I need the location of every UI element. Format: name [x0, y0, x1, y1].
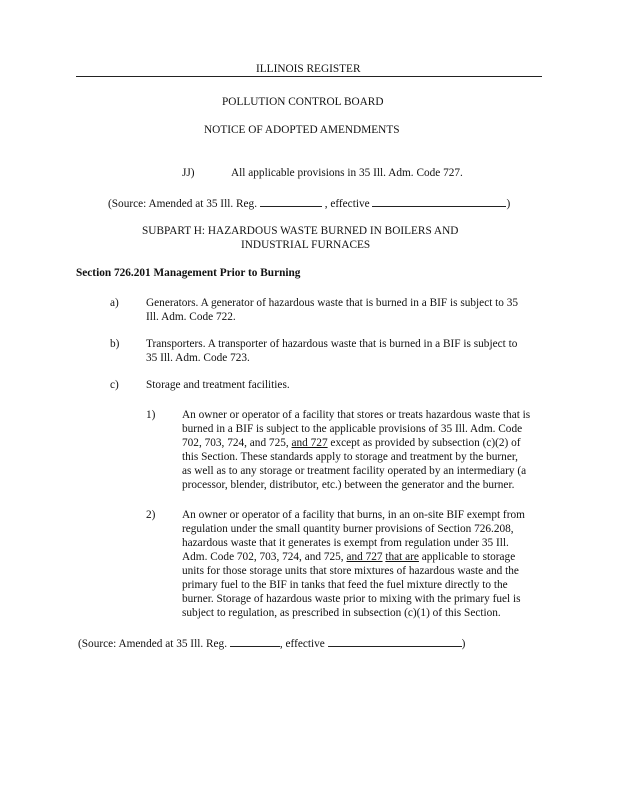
item-jj-label: JJ)	[182, 167, 195, 179]
subpart-line1: SUBPART H: HAZARDOUS WASTE BURNED IN BOILERS AND	[142, 225, 459, 237]
sub1-inserted-727: and 727	[291, 437, 328, 449]
sub2-line1: An owner or operator of a facility that burns, in an on-site BIF exempt from	[182, 509, 525, 521]
section-heading: Section 726.201 Management Prior to Burning	[76, 267, 301, 279]
source-top-effective: , effective	[324, 198, 370, 210]
sub1-line5: as well as to any storage or treatment facility operated by an intermediary (a	[182, 465, 527, 477]
sub1-line1: An owner or operator of a facility that stores or treats hazardous waste that is	[182, 409, 531, 421]
item-a-line1: Generators. A generator of hazardous waste that is burned in a BIF is subject to 35	[146, 297, 519, 309]
item-b-line2: 35 Ill. Adm. Code 723.	[146, 352, 250, 364]
item-c-line1: Storage and treatment facilities.	[146, 379, 290, 391]
item-b-label: b)	[110, 338, 120, 350]
board-title: POLLUTION CONTROL BOARD	[222, 96, 384, 108]
item-c-label: c)	[110, 379, 119, 391]
effective-blank-bottom	[328, 636, 462, 647]
sub2-line3: hazardous waste that it generates is exempt from regulation under 35 Ill.	[182, 537, 509, 549]
register-title: ILLINOIS REGISTER	[256, 63, 361, 75]
sub2-line4	[182, 550, 515, 565]
sub2-line8: subject to regulation, as prescribed in subsection (c)(1) of this Section.	[182, 607, 501, 619]
sub2-line4-a: Adm. Code 702, 703, 724, and 725,	[182, 551, 347, 563]
effective-blank	[372, 196, 506, 207]
sub2-inserted-that-are: that are	[385, 551, 419, 563]
item-b-line1: Transporters. A transporter of hazardous waste that is burned in a BIF is subject to	[146, 338, 518, 350]
sub2-line6: primary fuel to the BIF in tanks that feed the fuel mixture directly to the	[182, 579, 508, 591]
sub2-label: 2)	[146, 509, 156, 521]
notice-title: NOTICE OF ADOPTED AMENDMENTS	[204, 124, 400, 136]
sub1-line3	[182, 436, 521, 451]
source-bottom-effective: , effective	[279, 638, 325, 650]
sub1-line2: burned in a BIF is subject to the applicable provisions of 35 Ill. Adm. Code	[182, 423, 523, 435]
item-a-line2: Ill. Adm. Code 722.	[146, 311, 236, 323]
source-top-close: )	[506, 198, 511, 210]
source-bottom	[78, 636, 465, 652]
subpart-line2: INDUSTRIAL FURNACES	[241, 239, 371, 251]
sub1-line3-b: except as provided by subsection (c)(2) of	[327, 437, 521, 449]
item-a-label: a)	[110, 297, 119, 309]
sub2-line7: burner. Storage of hazardous waste prior to mixing with the primary fuel is	[182, 593, 521, 605]
reg-blank	[260, 196, 322, 207]
sub1-line4: this Section. These standards apply to storage and treatment by the burner,	[182, 451, 518, 463]
sub2-inserted-727: and 727	[346, 551, 383, 563]
source-bottom-close: )	[461, 638, 466, 650]
reg-blank-bottom	[230, 636, 280, 647]
source-top-prefix: (Source: Amended at 35 Ill. Reg.	[108, 198, 258, 210]
sub1-line3-a: 702, 703, 724, and 725,	[182, 437, 292, 449]
source-top	[108, 196, 510, 212]
sub1-line6: processor, blender, distributor, etc.) between the generator and the burner.	[182, 479, 515, 491]
source-bottom-prefix: (Source: Amended at 35 Ill. Reg.	[78, 638, 228, 650]
sub2-line4-b: applicable to storage	[418, 551, 516, 563]
sub2-line5: units for those storage units that store mixtures of hazardous waste and the	[182, 565, 519, 577]
sub1-label: 1)	[146, 409, 156, 421]
item-jj-text: All applicable provisions in 35 Ill. Adm. Code 727.	[231, 167, 463, 179]
sub2-line2: regulation under the small quantity burner provisions of Section 726.208,	[182, 523, 514, 535]
